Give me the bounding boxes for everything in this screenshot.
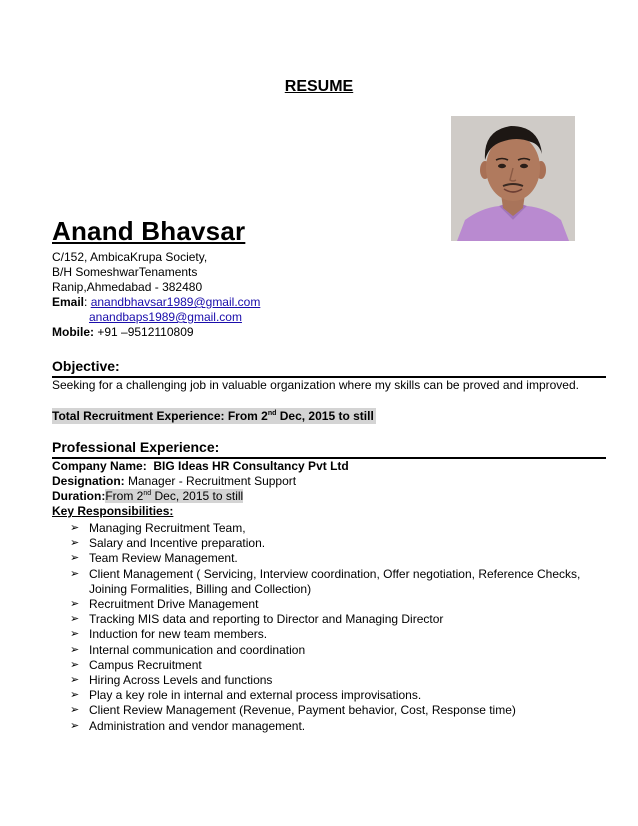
arrow-bullet-icon: ➢	[70, 537, 80, 550]
email-separator: :	[84, 295, 88, 309]
professional-heading: Professional Experience:	[52, 439, 606, 459]
duration-prefix: From 2	[105, 489, 144, 503]
candidate-name: Anand Bhavsar	[52, 216, 246, 246]
duration-sup: nd	[143, 490, 152, 497]
arrow-bullet-icon: ➢	[70, 689, 80, 702]
duration-suffix: Dec, 2015 to still	[151, 489, 244, 503]
person-photo-icon	[451, 116, 575, 241]
responsibility-item	[70, 643, 610, 658]
total-experience-prefix: Total Recruitment Experience: From 2	[52, 409, 268, 423]
responsibility-text: Tracking MIS data and reporting to Director and Managing Director	[89, 612, 444, 627]
total-experience	[52, 408, 376, 424]
responsibility-item	[70, 703, 610, 718]
objective-text: Seeking for a challenging job in valuable organization where my skills can be proved and improved.	[52, 378, 579, 392]
duration-value	[105, 489, 243, 503]
responsibility-text: Salary and Incentive preparation.	[89, 536, 266, 551]
email-label: Email	[52, 295, 85, 309]
profile-photo	[451, 116, 575, 241]
responsibility-item	[70, 658, 610, 673]
responsibility-item	[70, 673, 610, 688]
arrow-bullet-icon: ➢	[70, 552, 80, 565]
arrow-bullet-icon: ➢	[70, 613, 80, 626]
company-value: BIG Ideas HR Consultancy Pvt Ltd	[153, 459, 349, 473]
arrow-bullet-icon: ➢	[70, 719, 80, 732]
address-line-2: B/H SomeshwarTenaments	[52, 265, 198, 279]
email-secondary-link[interactable]: anandbaps1989@gmail.com	[89, 310, 242, 324]
responsibility-text: Team Review Management.	[89, 551, 238, 566]
mobile-label: Mobile:	[52, 325, 94, 339]
arrow-bullet-icon: ➢	[70, 598, 80, 611]
responsibility-text: Hiring Across Levels and functions	[89, 673, 273, 688]
address-line-1: C/152, AmbicaKrupa Society,	[52, 250, 208, 264]
responsibility-text: Induction for new team members.	[89, 627, 268, 642]
duration-label: Duration:	[52, 489, 106, 503]
mobile-value: +91 –9512110809	[97, 325, 194, 339]
designation-label: Designation:	[52, 474, 125, 488]
duration-row	[52, 489, 243, 504]
company-row	[52, 459, 349, 474]
responsibility-text: Internal communication and coordination	[89, 642, 306, 657]
responsibility-item	[70, 627, 610, 642]
responsibility-item	[70, 688, 610, 703]
arrow-bullet-icon: ➢	[70, 567, 80, 580]
designation-row	[52, 474, 296, 489]
responsibility-text: Client Review Management (Revenue, Payment behavior, Cost, Response time)	[89, 703, 516, 718]
arrow-bullet-icon: ➢	[70, 643, 80, 656]
responsibility-text: Client Management ( Servicing, Interview coordination, Offer negotiation, Reference Checks, Joining Formalities, Billing and Collection)	[89, 566, 581, 596]
arrow-bullet-icon: ➢	[70, 674, 80, 687]
arrow-bullet-icon: ➢	[70, 658, 80, 671]
total-experience-suffix: Dec, 2015 to still	[276, 409, 374, 423]
responsibility-text: Managing Recruitment Team,	[89, 521, 246, 535]
responsibility-item	[70, 567, 610, 597]
responsibilities-heading: Key Responsibilities:	[52, 504, 174, 518]
arrow-bullet-icon: ➢	[70, 628, 80, 641]
mobile-row	[52, 325, 194, 340]
responsibility-item	[70, 597, 610, 612]
responsibility-text: Campus Recruitment	[89, 657, 202, 672]
objective-heading: Objective:	[52, 358, 606, 378]
responsibilities-list	[70, 521, 610, 734]
company-label: Company Name:	[52, 459, 147, 473]
email-row	[52, 295, 260, 310]
arrow-bullet-icon: ➢	[70, 522, 80, 534]
designation-value: Manager - Recruitment Support	[128, 474, 297, 488]
page-title: RESUME	[284, 78, 354, 95]
responsibility-item	[70, 612, 610, 627]
responsibility-text: Play a key role in internal and external process improvisations.	[89, 688, 422, 703]
email-secondary-row	[89, 310, 242, 325]
responsibility-item	[70, 521, 610, 536]
responsibility-item	[70, 551, 610, 566]
responsibility-text: Recruitment Drive Management	[89, 597, 259, 612]
responsibility-item	[70, 719, 610, 734]
total-experience-sup: nd	[267, 410, 277, 417]
address-line-3: Ranip,Ahmedabad - 382480	[52, 280, 203, 294]
responsibility-text: Administration and vendor management.	[89, 718, 306, 733]
arrow-bullet-icon: ➢	[70, 704, 80, 717]
responsibility-item	[70, 536, 610, 551]
email-primary-link[interactable]: anandbhavsar1989@gmail.com	[90, 295, 261, 309]
